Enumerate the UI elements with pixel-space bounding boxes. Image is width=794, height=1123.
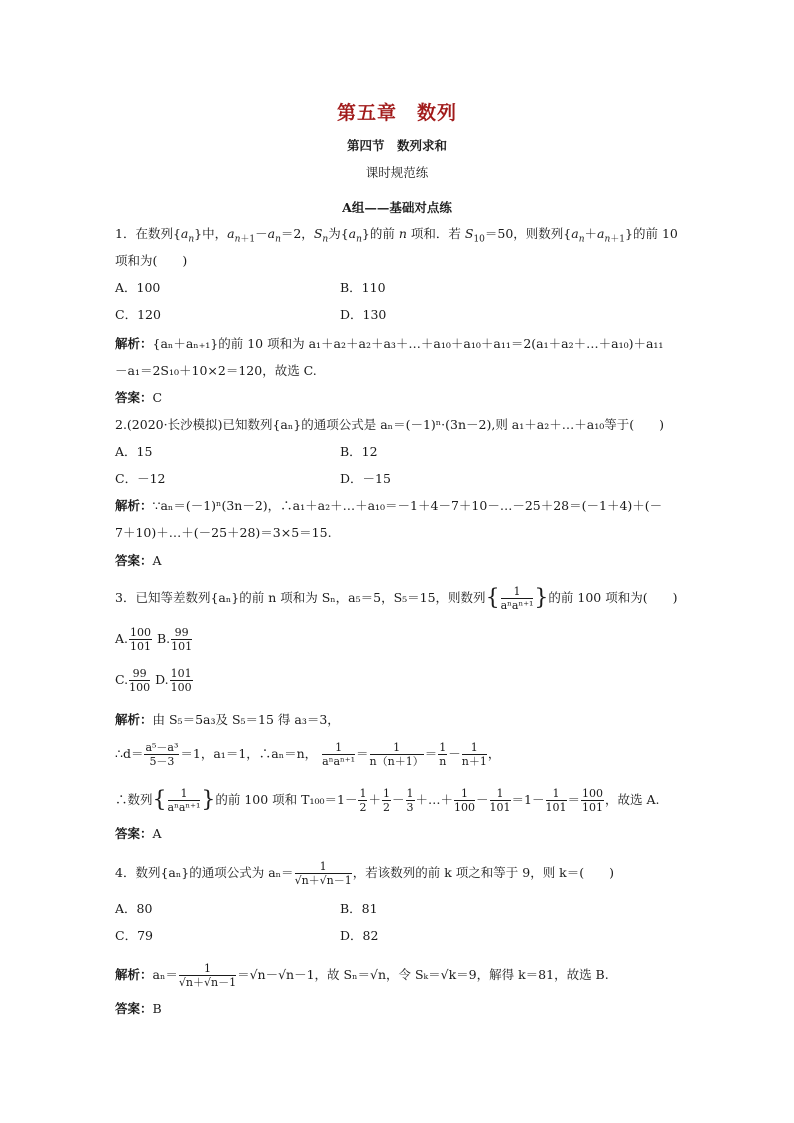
q1-option-b: B．110 xyxy=(340,280,386,295)
q3-solution-line3: ∴数列{ $\frac{1}{\text{aⁿaⁿ⁺¹}}$ }的前 100 项和 T₁₀₀＝1－ $\frac{1}{2}$ ＋ $\frac{1}{2}$ － $\frac{1}{3}$ ＋…＋ $\frac{1}{100}$ － $\frac{1}{101}$ ＝1－ $\frac{1}{101}$ ＝ $\frac{100}{101}$ ，故选 A. xyxy=(115,787,660,814)
q2-option-c: C．－12 xyxy=(115,471,166,486)
q4-option-d: D．82 xyxy=(340,928,379,943)
chapter-title: 第五章 数列 xyxy=(336,102,457,124)
q2-option-a: A．15 xyxy=(115,444,153,459)
group-title: A组——基础对点练 xyxy=(342,200,452,215)
section-title: 第四节 数列求和 xyxy=(346,138,447,153)
q4-answer: 答案：B xyxy=(115,1001,162,1016)
q3-solution-line1: 解析：由 S₅＝5a₃及 S₅＝15 得 a₃＝3， xyxy=(115,712,340,727)
q1-option-a: A．100 xyxy=(115,280,161,295)
q3-options-cd: C. $\frac{99}{100}$ D. $\frac{101}{100}$ xyxy=(115,667,192,694)
q4-solution: 解析：aₙ＝ $\frac{1}{√n+√n-1}$ ＝√n－√n－1，故 Sₙ＝√n，令 Sₖ＝√k＝9，解得 k＝81，故选 B. xyxy=(115,962,609,989)
q4-option-a: A．80 xyxy=(115,901,153,916)
q1-option-c: C．120 xyxy=(115,307,161,322)
q1-stem-line2: 项和为( ) xyxy=(115,253,188,268)
q2-solution-line1: 解析：∵aₙ＝(－1)ⁿ(3n－2)，∴a₁＋a₂＋…＋a₁₀＝－1＋4－7＋10－…－25＋28＝(－1＋4)＋(－ xyxy=(115,498,663,513)
q1-solution-line2: －a₁＝2S₁₀＋10×2＝120，故选 C. xyxy=(115,363,317,378)
q2-answer: 答案：A xyxy=(115,553,162,568)
q3-solution-line2: ∴d＝ $\frac{\text{a⁵－a³}}{5-3}$ ＝1，a₁＝1，∴aₙ＝n， $\frac{1}{\text{aⁿaⁿ⁺¹}}$ ＝ $\frac{1}{n(n+1)}$ ＝ $\frac{1}{n}$ － $\frac{1}{n+1}$ ， xyxy=(115,741,501,768)
q1-solution-line1: 解析：{aₙ＋aₙ₊₁}的前 10 项和为 a₁＋a₂＋a₂＋a₃＋…＋a₁₀＋a₁₀＋a₁₁＝2(a₁＋a₂＋…＋a₁₀)＋a₁₁ xyxy=(115,336,664,351)
q4-option-c: C．79 xyxy=(115,928,153,943)
q1-stem-line1: 1．在数列$\{a_n\}$中，$a_{n+1}-a_n=2$，$S_n$为$\{a_n\}$的前 n 项和．若 $S_{10}=50$，则数列$\{a_n+a_{n+1}\}$的前 10 xyxy=(115,226,678,245)
q1-answer: 答案：C xyxy=(115,390,163,405)
q2-stem: 2.(2020·长沙模拟)已知数列{aₙ}的通项公式是 aₙ＝(－1)ⁿ·(3n－2),则 a₁＋a₂＋…＋a₁₀等于( ) xyxy=(115,417,664,432)
q3-stem: 3．已知等差数列{aₙ}的前 n 项和为 Sₙ，a₅＝5，S₅＝15，则数列{ $\frac{1}{\text{aⁿaⁿ⁺¹}}$ }的前 100 项和为( ) xyxy=(115,585,678,612)
q2-solution-line2: 7＋10)＋…＋(－25＋28)＝3×5＝15. xyxy=(115,525,332,540)
q1-option-d: D．130 xyxy=(340,307,387,322)
q2-option-b: B．12 xyxy=(340,444,378,459)
q4-stem: 4．数列{aₙ}的通项公式为 aₙ＝ $\frac{1}{√n+√n-1}$ ，若该数列的前 k 项之和等于 9，则 k＝( ) xyxy=(115,860,614,887)
q4-option-b: B．81 xyxy=(340,901,378,916)
q2-option-d: D．－15 xyxy=(340,471,391,486)
q3-options-ab: A. $\frac{100}{101}$ B. $\frac{99}{101}$ xyxy=(115,626,193,653)
subtitle: 课时规范练 xyxy=(365,165,429,180)
q3-answer: 答案：A xyxy=(115,826,162,841)
